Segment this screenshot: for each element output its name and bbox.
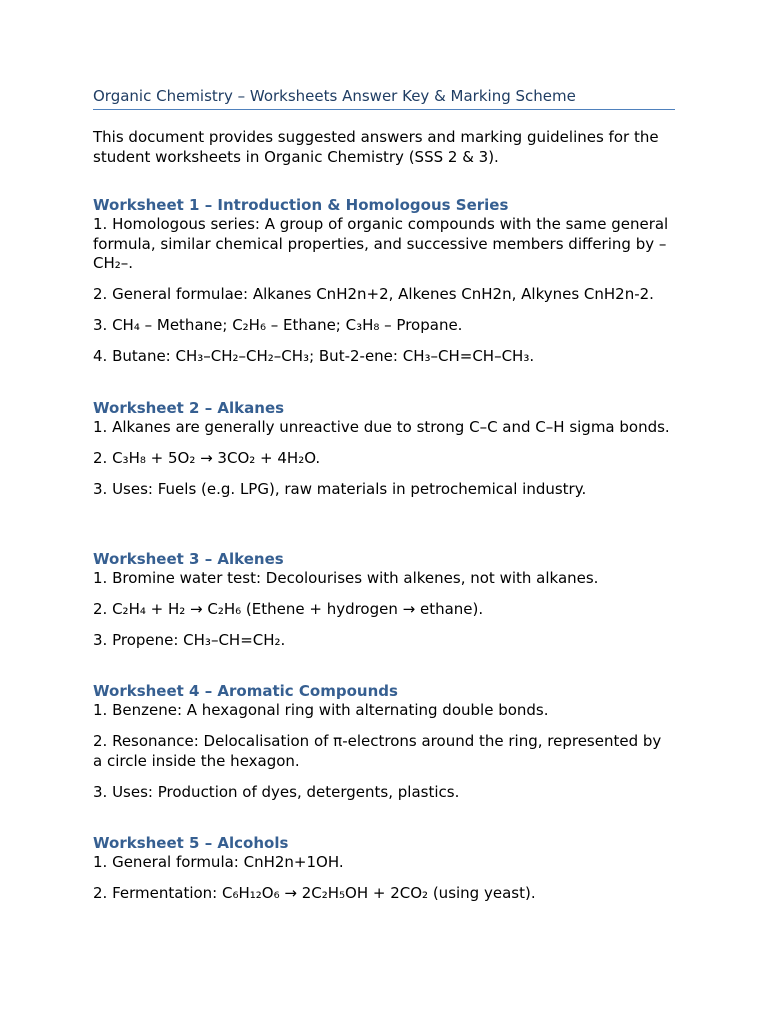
worksheet-5-heading: Worksheet 5 – Alcohols bbox=[93, 834, 289, 852]
worksheet-5-section bbox=[93, 833, 675, 915]
worksheet-1-section bbox=[93, 195, 675, 378]
worksheet-4-answer-1: 1. Benzene: A hexagonal ring with alternating double bonds. bbox=[93, 701, 549, 719]
worksheet-2-section bbox=[93, 398, 675, 511]
worksheet-3-answer-2: 2. C₂H₄ + H₂ → C₂H₆ (Ethene + hydrogen → ethane). bbox=[93, 600, 484, 618]
intro-paragraph: This document provides suggested answers and marking guidelines for the student worksheets in Organic Chemistry (SSS 2 & 3). bbox=[93, 128, 659, 166]
worksheet-5-answer-1: 1. General formula: CnH2n+1OH. bbox=[93, 853, 344, 871]
worksheet-5-answer-2: 2. Fermentation: C₆H₁₂O₆ → 2C₂H₅OH + 2CO₂ (using yeast). bbox=[93, 884, 536, 902]
worksheet-3-answer-1: 1. Bromine water test: Decolourises with alkenes, not with alkanes. bbox=[93, 569, 599, 587]
worksheet-2-answer-1: 1. Alkanes are generally unreactive due to strong C–C and C–H sigma bonds. bbox=[93, 418, 670, 436]
worksheet-1-answer-2: 2. General formulae: Alkanes CnH2n+2, Alkenes CnH2n, Alkynes CnH2n-2. bbox=[93, 285, 654, 303]
worksheet-3-heading: Worksheet 3 – Alkenes bbox=[93, 550, 284, 568]
worksheet-3-section bbox=[93, 549, 675, 662]
worksheet-2-answer-3: 3. Uses: Fuels (e.g. LPG), raw materials in petrochemical industry. bbox=[93, 480, 587, 498]
title-underline bbox=[93, 109, 675, 110]
worksheet-4-section bbox=[93, 681, 675, 814]
worksheet-1-answer-4: 4. Butane: CH₃–CH₂–CH₂–CH₃; But-2-ene: CH₃–CH=CH–CH₃. bbox=[93, 347, 535, 365]
worksheet-1-answer-1: 1. Homologous series: A group of organic compounds with the same general formula, similar chemical properties, and successive members differing by –CH₂–. bbox=[93, 215, 669, 272]
worksheet-4-heading: Worksheet 4 – Aromatic Compounds bbox=[93, 682, 398, 700]
worksheet-1-answer-3: 3. CH₄ – Methane; C₂H₆ – Ethane; C₃H₈ – Propane. bbox=[93, 316, 463, 334]
worksheet-2-answer-2: 2. C₃H₈ + 5O₂ → 3CO₂ + 4H₂O. bbox=[93, 449, 321, 467]
worksheet-1-heading: Worksheet 1 – Introduction & Homologous Series bbox=[93, 196, 509, 214]
worksheet-4-answer-2: 2. Resonance: Delocalisation of π-electrons around the ring, represented by a circle inside the hexagon. bbox=[93, 732, 662, 770]
document-title: Organic Chemistry – Worksheets Answer Key & Marking Scheme bbox=[93, 87, 576, 105]
worksheet-2-heading: Worksheet 2 – Alkanes bbox=[93, 399, 285, 417]
worksheet-4-answer-3: 3. Uses: Production of dyes, detergents, plastics. bbox=[93, 782, 460, 801]
worksheet-3-answer-3: 3. Propene: CH₃–CH=CH₂. bbox=[93, 631, 286, 649]
